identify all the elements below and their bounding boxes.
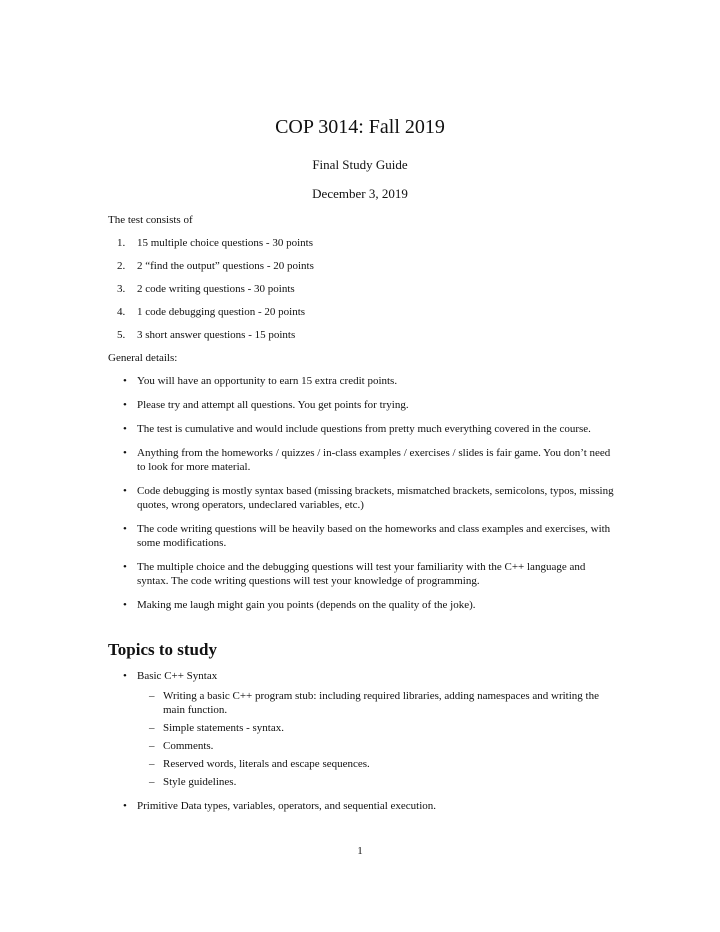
list-item: [108, 259, 614, 282]
list-item-text: The code writing questions will be heavily based on the homeworks and class examples and exercises, with some modifications.: [137, 523, 611, 549]
dash-icon: –: [149, 758, 155, 770]
bullet-icon: •: [123, 523, 127, 535]
topic-label: Basic C++ Syntax: [137, 670, 218, 682]
list-item: [108, 282, 614, 305]
dash-icon: –: [149, 776, 155, 788]
bullet-icon: •: [123, 399, 127, 411]
list-item-text: Reserved words, literals and escape sequences.: [163, 758, 370, 770]
list-item-text: Making me laugh might gain you points (depends on the quality of the joke).: [137, 599, 476, 611]
general-details-list: [108, 374, 614, 612]
list-number: 5.: [117, 329, 126, 341]
test-structure-list: [108, 236, 614, 351]
dash-icon: –: [149, 740, 155, 752]
bullet-icon: •: [123, 599, 127, 611]
document-date: December 3, 2019: [312, 186, 408, 201]
list-item-text: 15 multiple choice questions - 30 points: [137, 237, 313, 249]
list-item: [108, 236, 614, 259]
list-number: 1.: [117, 237, 126, 249]
page-number: 1: [357, 845, 363, 857]
bullet-icon: •: [123, 375, 127, 387]
list-item: [108, 398, 614, 412]
document-title: COP 3014: Fall 2019: [275, 116, 445, 138]
bullet-icon: •: [123, 800, 127, 812]
list-item: [108, 305, 614, 328]
list-item-text: 2 code writing questions - 30 points: [137, 283, 295, 295]
list-item-text: The multiple choice and the debugging questions will test your familiarity with the C++ language and syntax. The code writing questions will test your knowledge of programming.: [137, 561, 586, 587]
list-item: [137, 775, 614, 789]
dash-icon: –: [149, 722, 155, 734]
list-item: [108, 669, 614, 789]
list-item: [108, 422, 614, 436]
topics-heading: Topics to study: [108, 640, 217, 659]
list-item-text: Writing a basic C++ program stub: including required libraries, adding namespaces and writing the main function.: [163, 690, 599, 716]
list-item-text: Style guidelines.: [163, 776, 237, 788]
document-subtitle: Final Study Guide: [312, 157, 408, 172]
list-item: [108, 522, 614, 550]
list-item-text: 2 “find the output” questions - 20 points: [137, 260, 314, 272]
bullet-icon: •: [123, 423, 127, 435]
test-structure-section: [108, 213, 614, 351]
subtopics-list: [137, 689, 614, 789]
bullet-icon: •: [123, 670, 127, 682]
list-item: [137, 689, 614, 717]
general-details-heading: General details:: [108, 352, 178, 364]
list-item-text: The test is cumulative and would include questions from pretty much everything covered in the course.: [137, 423, 591, 435]
list-item: [137, 739, 614, 753]
topics-section: [108, 640, 614, 813]
list-item-text: 3 short answer questions - 15 points: [137, 329, 296, 341]
list-item: [108, 374, 614, 388]
topic-label: Primitive Data types, variables, operators, and sequential execution.: [137, 800, 437, 812]
list-number: 2.: [117, 260, 126, 272]
list-item: [137, 757, 614, 771]
dash-icon: –: [149, 690, 155, 702]
list-item: [108, 560, 614, 588]
list-item-text: Anything from the homeworks / quizzes / in-class examples / exercises / slides is fair game. You don’t need to look for more material.: [137, 447, 611, 473]
test-intro: The test consists of: [108, 214, 193, 226]
list-number: 4.: [117, 306, 126, 318]
list-item-text: Code debugging is mostly syntax based (missing brackets, mismatched brackets, semicolons, typos, missing quotes, wrong operators, undeclared variables, etc.): [137, 485, 614, 511]
list-item: [108, 598, 614, 612]
list-item: [108, 484, 614, 512]
list-item-text: Simple statements - syntax.: [163, 722, 284, 734]
topics-list: [108, 669, 614, 813]
list-item: [108, 328, 614, 351]
list-item: [108, 446, 614, 474]
list-item-text: 1 code debugging question - 20 points: [137, 306, 306, 318]
general-details-section: [108, 351, 614, 612]
bullet-icon: •: [123, 447, 127, 459]
list-item-text: You will have an opportunity to earn 15 extra credit points.: [137, 375, 398, 387]
list-item-text: Please try and attempt all questions. You get points for trying.: [137, 399, 409, 411]
bullet-icon: •: [123, 485, 127, 497]
bullet-icon: •: [123, 561, 127, 573]
list-item: [137, 721, 614, 735]
list-number: 3.: [117, 283, 126, 295]
list-item: [108, 799, 614, 813]
list-item-text: Comments.: [163, 740, 214, 752]
